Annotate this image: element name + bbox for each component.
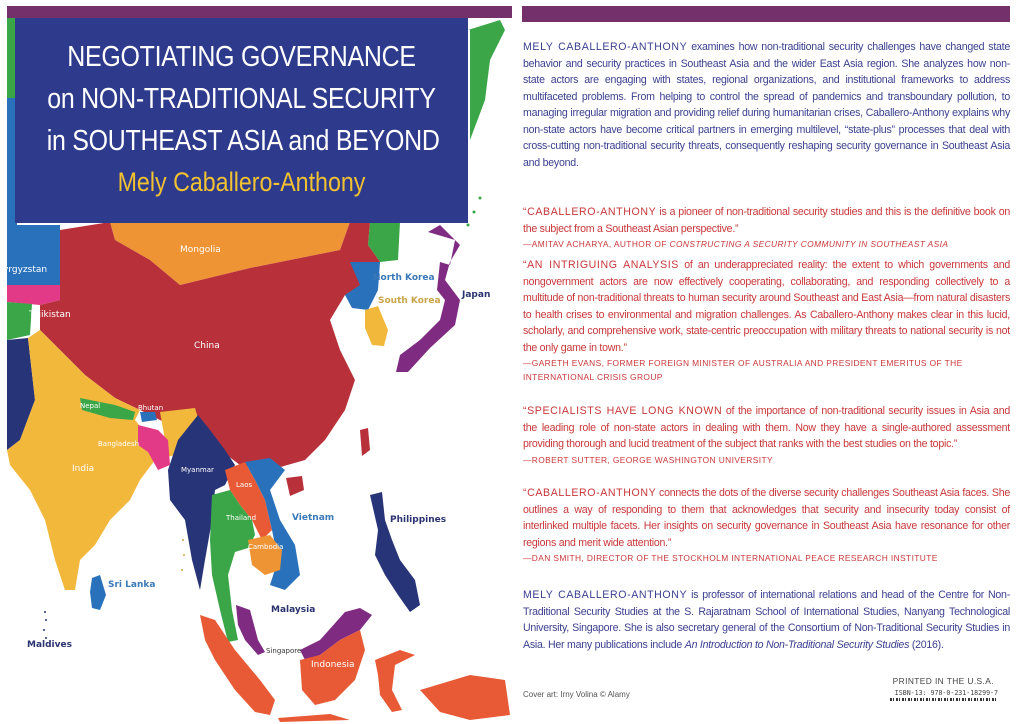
endorsement-sutter [523,403,1010,467]
isbn-number: ISBN-13: 978-0-231-18299-7 [894,689,998,697]
book-title-line-3: in SOUTHEAST ASIA and BEYOND [46,125,440,157]
map-label-tajikistan: Tajikistan [29,310,71,320]
endorsement-acharya [523,204,1010,251]
map-label-bangladesh: Bangladesh [98,440,140,448]
map-label-nepal: Nepal [80,402,101,410]
map-label-sri-lanka: Sri Lanka [108,580,156,590]
quote-attribution: —DAN SMITH, DIRECTOR OF THE STOCKHOLM INTERNATIONAL PEACE RESEARCH INSTITUTE [523,553,938,563]
quote-body: connects the dots of the diverse security challenges Southeast Asia faces. She outlines a way of responding to them that acknowledges that security and insecurity today consist of interlinked multiple facets. Her insights on security governance in Southeast Asia have resonance for other regions and merit wide attention.” [523,487,1010,549]
map-label-mongolia: Mongolia [180,245,221,255]
map-label-laos: Laos [236,481,253,489]
quote-attribution: —GARETH EVANS, FORMER FOREIGN MINISTER OF AUSTRALIA AND PRESIDENT EMERITUS OF THE INTERNATIONAL CRISIS GROUP [523,358,963,382]
cover-art-credit: Cover art: Irny Volina © Alamy [523,690,630,699]
barcode-strip [890,698,996,701]
map-label-cambodia: Cambodia [248,543,284,551]
attribution-book-title: CONSTRUCTING A SECURITY COMMUNITY IN SOUTHEAST ASIA [669,239,949,249]
book-description [523,39,1010,171]
book-title-line-1: NEGOTIATING GOVERNANCE [67,41,416,73]
map-label-bhutan: Bhutan [138,404,164,412]
back-cover [512,0,1024,724]
quote-lead: “CABALLERO-ANTHONY [523,206,657,218]
bio-book-title: An Introduction to Non-Traditional Security Studies [684,638,910,651]
bio-tail: (2016). [909,638,944,651]
back-top-bar [522,6,1010,22]
map-label-myanmar: Myanmar [181,466,214,474]
book-title-line-2: on NON-TRADITIONAL SECURITY [47,83,436,115]
quote-body: of the importance of non-traditional security issues in Asia and the leading role of non-state actors in dealing with them. Now they have a single-authored assessment providing thorough and lucid treatment of the subject that ranks with the best studies on the topic.” [523,405,1010,450]
front-top-bar [7,6,512,18]
quote-attribution: —ROBERT SUTTER, GEORGE WASHINGTON UNIVERSITY [523,454,773,465]
attribution-text: —AMITAV ACHARYA, AUTHOR OF [523,239,670,249]
quote-lead: “CABALLERO-ANTHONY [523,487,657,499]
map-label-thailand: Thailand [226,514,257,522]
map-label-china: China [194,341,220,351]
map-label-maldives: Maldives [27,640,72,650]
map-label-japan: Japan [462,290,491,300]
description-body: examines how non-traditional security challenges have changed state behavior and security practices in Southeast Asia and the wider East Asia region. She analyzes how non-state actors are engaging with states, regional organizations, and institutional frameworks to address multifaceted problems. From helping to control the spread of pandemics and transboundary pollution, to managing irregular migration and providing relief during humanitarian crises, Caballero-Anthony explains why non-state actors have become critical partners in emerging multilevel, “state-plus” processes that deal with cross-cutting non-traditional security threats, consequently reshaping security governance in Southeast Asia and beyond. [523,41,1010,169]
quote-body: of an underappreciated reality: the extent to which governments and nongovernment actors are now effectively cooperating, collaborating, and responding collectively to a multitude of non-traditional threats to human security around Southeast and East Asia—from natural disasters to health crises to environmental and migration challenges. As Caballero-Anthony makes clear in this lucid, scholarly, and comprehensive work, state-centric preoccupation with military threats to national security is not the only game in town.” [523,259,1010,354]
map-label-north-korea: North Korea [373,273,435,283]
title-box [15,18,468,223]
map-label-malaysia: Malaysia [271,605,316,615]
quote-body: is a pioneer of non-traditional security studies and this is the definitive book on the subject from a Southeast Asian perspective.” [523,206,1010,235]
map-label-india: India [72,464,95,474]
bio-body: is professor of international relations and head of the Centre for Non-Traditional Security Studies at the S. Rajaratnam School of International Studies, Nanyang Technological University, Singapore. She is also secretary general of the Consortium of Non-Traditional Security Studies in Asia. Her many publications include [523,589,1010,651]
map-label-south-korea: South Korea [378,296,441,306]
quote-lead: “AN INTRIGUING ANALYSIS [523,259,679,271]
printed-in-label: PRINTED IN THE U.S.A. [892,676,994,686]
author-bio [523,587,1010,653]
map-label-kyrgyzstan: yrgyzstan [3,265,48,275]
description-lead: MELY CABALLERO-ANTHONY [523,41,688,53]
map-label-singapore: Singapore [266,647,302,655]
bio-lead: MELY CABALLERO-ANTHONY [523,589,688,601]
map-label-indonesia: Indonesia [311,660,355,670]
map-label-philippines: Philippines [390,515,447,525]
map-label-vietnam: Vietnam [292,513,335,523]
quote-lead: “SPECIALISTS HAVE LONG KNOWN [523,405,723,417]
quote-attribution [523,237,1010,251]
endorsement-smith [523,485,1010,565]
book-author: Mely Caballero-Anthony [117,167,366,197]
endorsement-evans [523,257,1010,384]
